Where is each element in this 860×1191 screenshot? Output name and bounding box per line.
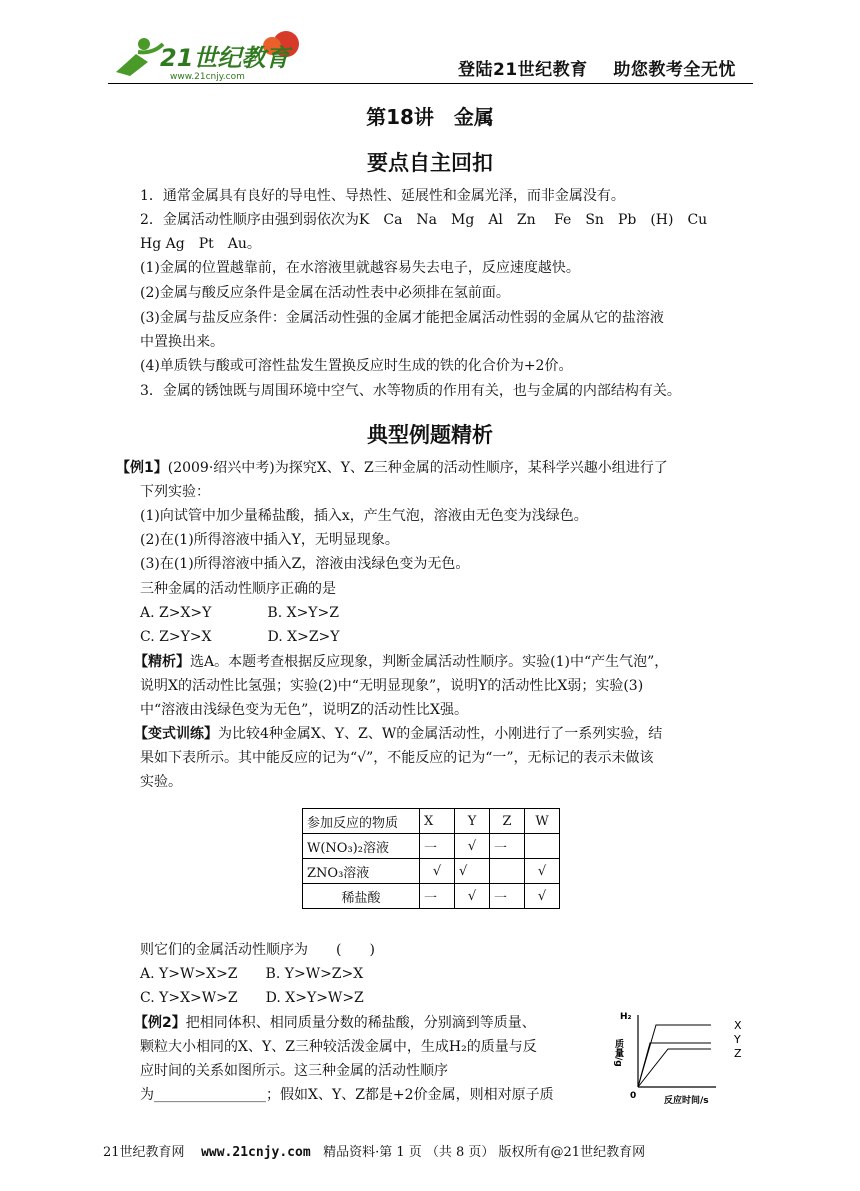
variant-label: 【变式训练】 [134,726,218,742]
logo-url: www.21cnjy.com [170,72,245,82]
table-cell: √ [455,859,490,884]
example1-option-line: C. Z>Y>X D. X>Z>Y [140,629,340,645]
table-cell: 一 [420,884,455,909]
table-cell: W(NO₃)₂溶液 [303,834,420,859]
table-cell: √ [525,884,560,909]
footer-right: 精品资料·第 1 页 （共 8 页） 版权所有@21世纪教育网 [323,1145,646,1160]
key-point-line: 1．通常金属具有良好的导电性、导热性、延展性和金属光泽，而非金属没有。 [140,188,625,204]
lecture-title: 第18讲 金属 [366,105,494,129]
key-point-line: (2)金属与酸反应条件是金属在活动性表中必须排在氢前面。 [140,285,510,301]
analysis-label: 【精析】 [134,654,190,670]
key-point-line: (3)金属与盐反应条件：金属活动性强的金属才能把金属活动性弱的金属从它的盐溶液 [140,310,664,326]
table-cell: 稀盐酸 [303,884,420,909]
example1-line: 下列实验： [140,484,210,500]
key-point-line: Hg Ag Pt Au。 [140,236,261,252]
footer-url[interactable]: www.21cnjy.com [201,1145,311,1160]
key-point-line: 3．金属的锈蚀既与周围环境中空气、水等物质的作用有关，也与金属的内部结构有关。 [140,383,681,399]
series-label-z: Z [734,1047,742,1060]
table-cell: √ [525,859,560,884]
question-option-line: C. Y>X>W>Z D. X>Y>W>Z [140,990,364,1006]
table-header-cell: W [525,809,560,834]
table-cell: √ [420,859,455,884]
table-cell [525,834,560,859]
table-header-row [303,809,560,834]
series-line-x [638,1025,711,1087]
table-cell: √ [455,884,490,909]
table-row [303,884,560,909]
site-logo [108,24,308,84]
table-cell: ZNO₃溶液 [303,859,420,884]
graph-origin: 0 [630,1091,637,1101]
section-title-key-points: 要点自主回扣 [367,151,493,175]
question-line: 则它们的金属活动性顺序为 ( ) [140,942,375,958]
variant-line: 果如下表所示。其中能反应的记为“√”，不能反应的记为“一”，无标记的表示未做该 [140,750,654,766]
table-cell: 一 [490,884,525,909]
example2-first-line: 【例2】把相同体积、相同质量分数的稀盐酸，分别滴到等质量、 [134,1015,536,1031]
key-point-line: 2．金属活动性顺序由强到弱依次为K Ca Na Mg Al Zn Fe Sn Pb (H) Cu [140,212,708,228]
question-option-line: A. Y>W>X>Z B. Y>W>Z>X [140,966,364,982]
example1-line: (1)向试管中加少量稀盐酸，插入x，产生气泡，溶液由无色变为浅绿色。 [140,508,588,524]
variant-line: 实验。 [140,774,182,790]
table-cell: 一 [490,834,525,859]
example2-line: 为________________；假如X、Y、Z都是+2价金属，则相对原子质 [140,1087,554,1103]
header-divider [108,83,753,84]
table-row [303,834,560,859]
example1-label: 【例1】 [116,460,168,476]
example2-line: 应时间的关系如图所示。这三种金属的活动性顺序 [140,1063,448,1079]
table-header-cell: 参加反应的物质 [303,809,420,834]
example2-line: 颗粒大小相同的X、Y、Z三种较活泼金属中，生成H₂的质量与反 [140,1039,537,1055]
example1-line: (3)在(1)所得溶液中插入Z，溶液由浅绿色变为无色。 [140,556,470,572]
table-cell: 一 [420,834,455,859]
table-header-cell: X [420,809,455,834]
series-line-z [638,1049,711,1087]
table-header-cell: Z [490,809,525,834]
series-label-x: X [734,1019,742,1032]
graph-y-top: H₂ [620,1012,632,1022]
header-slogan: 登陆21世纪教育 助您教考全无忧 [458,60,736,80]
example1-option-line: A. Z>X>Y B. X>Y>Z [140,605,339,621]
page-footer [103,1141,645,1160]
key-point-line: (1)金属的位置越靠前，在水溶液里就越容易失去电子，反应速度越快。 [140,260,580,276]
key-point-line: (4)单质铁与酸或可溶性盐发生置换反应时生成的铁的化合价为+2价。 [140,358,573,374]
example2-label: 【例2】 [134,1015,186,1031]
example1-first-line: 【例1】(2009·绍兴中考)为探究X、Y、Z三种金属的活动性顺序，某科学兴趣小组进行了 [116,460,668,476]
graph-x-label: 反应时间/s [664,1096,709,1106]
h2-mass-graph [613,1005,756,1106]
table-row [303,859,560,884]
example1-line: (2)在(1)所得溶液中插入Y，无明显现象。 [140,532,399,548]
logo-text: 21世纪教育 [160,44,290,72]
graph-y-label: 质量/g [613,1039,623,1067]
analysis-line: 中“溶液由浅绿色变为无色”，说明Z的活动性比X强。 [140,702,469,718]
series-label-y: Y [734,1033,741,1046]
table-cell: √ [455,834,490,859]
analysis-first-line: 【精析】选A。本题考查根据反应现象，判断金属活动性顺序。实验(1)中“产生气泡”， [134,654,669,670]
table-cell [490,859,525,884]
variant-first-line: 【变式训练】为比较4种金属X、Y、Z、W的金属活动性，小刚进行了一系列实验，结 [134,726,663,742]
example1-line: 三种金属的活动性顺序正确的是 [140,581,336,597]
analysis-line: 说明X的活动性比氢强；实验(2)中“无明显现象”，说明Y的活动性比X弱；实验(3) [140,678,644,694]
reaction-table [302,808,560,909]
table-header-cell: Y [455,809,490,834]
section-title-examples: 典型例题精析 [367,423,493,447]
key-point-line: 中置换出来。 [140,334,224,350]
footer-left: 21世纪教育网 [103,1145,185,1160]
